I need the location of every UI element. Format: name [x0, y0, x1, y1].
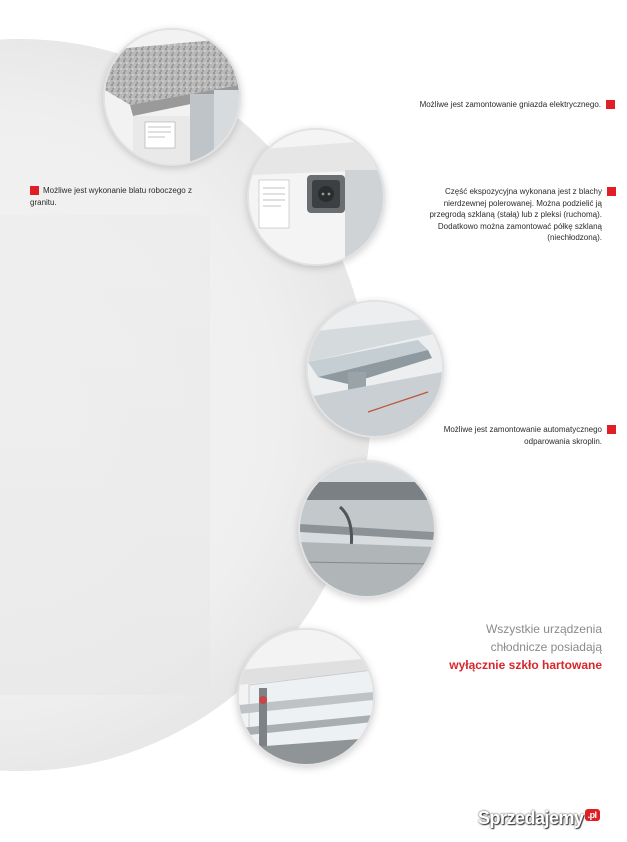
socket-note — [370, 99, 615, 111]
statement-line-2: chłodnicze posiadają — [490, 640, 602, 654]
defog-note-text: Możliwe jest zamontowanie automatycznego odparowania skroplin. — [443, 425, 602, 446]
background-panel — [0, 215, 210, 695]
sprzedajemy-watermark — [478, 808, 600, 829]
red-square-marker — [606, 100, 615, 109]
red-square-marker — [30, 186, 39, 195]
granite-countertop-image — [105, 30, 239, 164]
granite-note — [30, 185, 200, 208]
socket-note-text: Możliwe jest zamontowanie gniazda elektrycznego. — [419, 100, 601, 109]
granite-note-text: Możliwe jest wykonanie blatu roboczego z granitu. — [30, 186, 192, 207]
tempered-glass-statement — [400, 620, 602, 674]
tempered-glass-photo — [237, 628, 375, 766]
red-square-marker — [607, 425, 616, 434]
tempered-glass-image — [239, 630, 373, 764]
display-note — [410, 186, 616, 244]
display-case-interior-image — [300, 462, 434, 596]
watermark-tld: .pl — [585, 809, 600, 821]
statement-line-3: wyłącznie szkło hartowane — [449, 658, 602, 672]
statement-line-1: Wszystkie urządzenia — [485, 622, 602, 636]
display-case-interior-photo — [298, 460, 436, 598]
electrical-socket-photo — [247, 128, 385, 266]
glass-shelf-photo — [306, 300, 444, 438]
watermark-brand: Sprzedajemy — [478, 808, 584, 828]
red-square-marker — [607, 187, 616, 196]
defog-note — [410, 424, 616, 447]
electrical-socket-image — [249, 130, 383, 264]
glass-shelf-image — [308, 302, 442, 436]
display-note-text: Część ekspozycyjna wykonana jest z blachy nierdzewnej polerowanej. Można podzielić ją przegrodą szklaną (stałą) lub z pleksi (ruchomą). Dodatkowo można zamontować półkę szklaną (niechłodzoną). — [429, 187, 602, 242]
granite-countertop-photo — [103, 28, 241, 166]
